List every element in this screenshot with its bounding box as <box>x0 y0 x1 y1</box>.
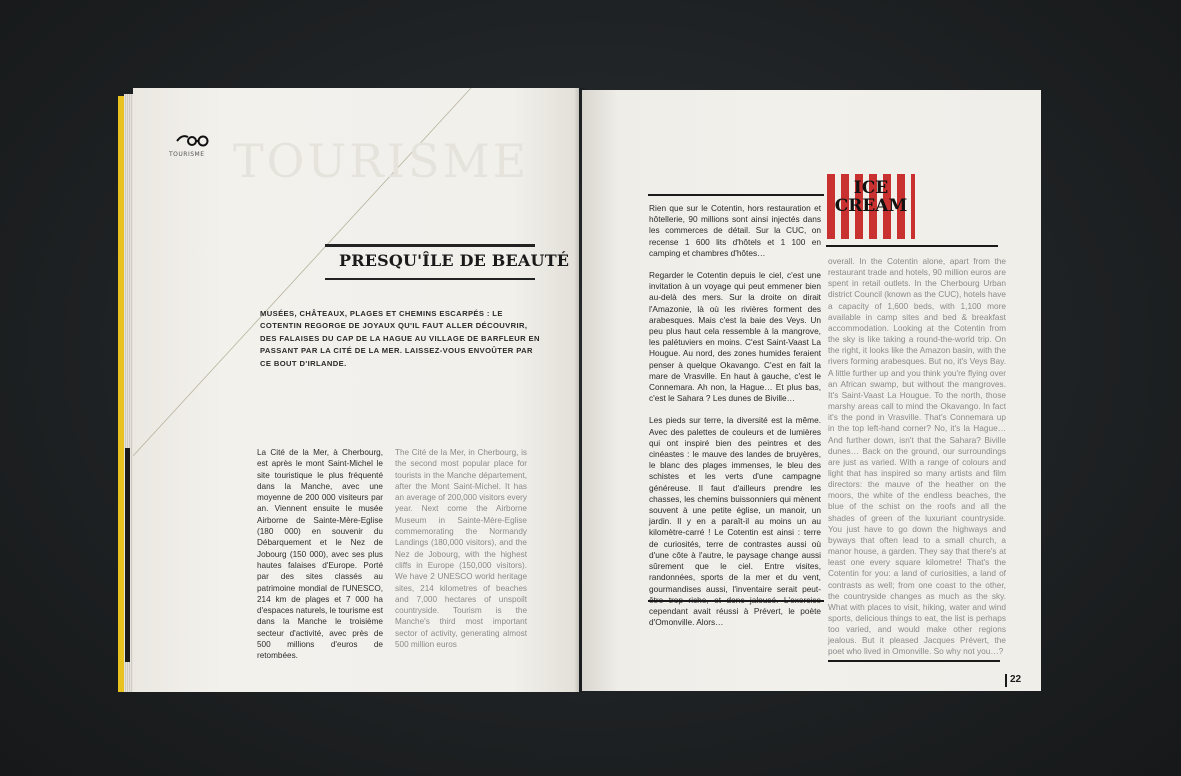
logo-rule <box>826 245 998 247</box>
paragraph: Rien que sur le Cotentin, hors restauration et hôtellerie, 90 millions sont ainsi injectés dans les commerces de détail. Sur la CUC, on recense 1 600 lits d'hôtels et 1 100 en camping et chambres d'hôtes… <box>649 203 821 258</box>
section-label: TOURISME <box>169 151 205 158</box>
ice-cream-logo <box>827 174 915 239</box>
binoculars-icon <box>176 132 210 148</box>
article-lede: MUSÉES, CHÂTEAUX, PLAGES ET CHEMINS ESCARPÉS : LE COTENTIN REGORGE DE JOYAUX QU'IL FAUT ALLER DÉCOUVRIR, DES FALAISES DU CAP DE LA HAGUE AU VILLAGE DE BARFLEUR EN PASSANT PAR LA CITÉ DE LA MER. LAISSEZ-VOUS ENVOÛTER PAR CE BOUT D'IRLANDE. <box>260 309 540 368</box>
column-rule-top <box>648 194 824 196</box>
body-text-english-right: overall. In the Cotentin alone, apart from the restaurant trade and hotels, 90 million euros are spent in retail outlets. In the Cherbourg Urban district Council (known as the CUC), hotels have a capacity of 1,600 beds, with 1,100 more available in camp sites and bed & breakfast accommodation. Looking at the Cotentin from the sky is like taking a round-the-world trip. On the right, it looks like the Amazon basin, with the rivers forming arabesques. But no, it's Veys Bay. A little further up and you think you're flying over an African swamp, but without the mangroves. It's Saint-Vaast La Hougue. To the north, those marshy areas call to mind the Okavango. In fact it's the pond in Vrasville. That's Connemara up in the top left-hand corner? No, it's la Hague… And further down, isn't that the Sahara? Biville dunes… Back on the ground, our surroundings are just as varied. With a range of colours and light that has inspired so many artists and film directors: the mauve of the heather on the moors, the white of the endless beaches, the blue of the schist on the roofs and all the shades of green of the luxuriant countryside. You just have to go down the highways and byways that often lead to a small church, a manor house, a garden. They say that there's at least one every square kilometre! That's the Cotentin for you: a land of curiosities, a land of contrasts as well; from one coast to the other, the countryside changes as much as the sky. What with places to visit, hiking, water and wind sports, delicious things to eat, the list is perhaps too varied, and would make other regions jealous. But it pleased Jacques Prévert, the poet who lived in Omonville. So why not you…? <box>828 256 1006 657</box>
headline-rule-bottom <box>325 278 535 280</box>
logo-line-2: CREAM <box>834 196 908 216</box>
logo-line-1: ICE <box>853 178 889 198</box>
paragraph: Les pieds sur terre, la diversité est la même. Avec des palettes de couleurs et de lumières qui ont inspiré bien des peintres et des cinéastes : le mauve des landes de bruyères, le blanc des plages immenses, le bleu des schistes et les verts d'une campagne généreuse. Il faut d'ailleurs prendre les chasses, les chemins buissonniers qui mènent souvent à une petite église, un manoir, un jardin. Il y en a paraît-il au moins un au kilomètre-carré ! Le Cotentin est ainsi : terre de curiosités, terre de contrastes aussi où d'une côte à l'autre, le paysage change aussi sûrement que le ciel. Entre visites, randonnées, sports de la mer et du vent, gourmandises aussi, l'inventaire serait peut- cependant avait réussi à Prévert, le poète d'Omonville. Alors… <box>649 415 821 628</box>
right-page <box>582 90 1041 691</box>
page-number-bar <box>1005 674 1007 687</box>
article-headline: PRESQU'ÎLE DE BEAUTÉ <box>339 251 570 270</box>
headline-rule-top <box>325 244 535 247</box>
body-text-french: La Cité de la Mer, à Cherbourg, est après le mont Saint-Michel le site touristique le plus fréquenté dans la Manche, avec une moyenne de 200 000 visiteurs par an. Viennent ensuite le musée Airborne de Sainte-Mère-Eglise (180 000) en souvenir du Débarquement et le Nez de Jobourg (150 000), avec ses plus hautes falaises d'Europe. Porté par des sites classés au patrimoine mondial de l'UNESCO, 214 km de plages et 7 000 ha d'espaces naturels, le tourisme est dans la Manche le troisième secteur d'activité, avec près de 500 millions d'euros de retombées. <box>257 448 383 661</box>
column-rule-bottom <box>648 600 824 602</box>
left-page <box>133 88 579 692</box>
edge-black-strip <box>125 448 130 662</box>
paragraph: Regarder le Cotentin depuis le ciel, c'est une invitation à un voyage qui peut emmener bien au-delà des mers. Sur la droite on dirait l'Amazonie, là où les rivières forment des arabesques. Mais c'est la baie des Veys. Un peu plus haut cela ressemble à la mangrove, les palétuviers en moins. C'est Saint-Vaast La Hougue. Au nord, des zones humides feraient penser à quelque Okavango. C'est en fait la mare de Vrasville. En haut à gauche, c'est le Connemara. Ah non, la Hague… Et plus bas, c'est le Sahara ? Les dunes de Biville… <box>649 270 821 404</box>
page-number: 22 <box>1010 674 1022 685</box>
body-text-french-right <box>649 203 821 639</box>
body-text-english: The Cité de la Mer, in Cherbourg, is the second most popular place for tourists in the Manche département, after the Mont Saint-Michel. It has an average of 200,000 visitors every year. Next come the Airborne Museum in Sainte-Mère-Eglise commemorating the Normandy Landings (180,000 visitors), and the Nez de Jobourg, with the highest cliffs in Europe (150,000 visitors). We have 2 UNESCO world heritage sites, 214 kilometres of beaches and 7,000 hectares of unspoilt countryside. Tourism is the Manche's third most important sector of activity, generating almost 500 million euros <box>395 448 527 650</box>
ghost-title: TOURISME <box>233 134 530 188</box>
english-rule-bottom <box>828 660 1000 662</box>
